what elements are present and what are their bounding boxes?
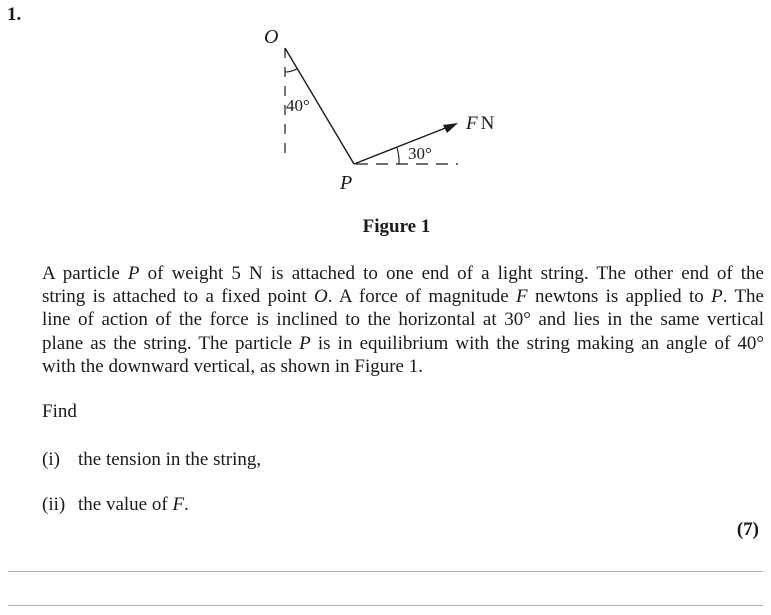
angle-arc-30 xyxy=(397,148,399,164)
force-line xyxy=(354,127,448,164)
force-diagram xyxy=(0,0,771,210)
paragraph-line: line of action of the force is inclined to the horizontal at 30° and lies in the same vertical xyxy=(42,309,764,331)
part-i-label: (i) xyxy=(42,449,60,470)
force-label-var: F xyxy=(466,113,478,134)
figure-caption: Figure 1 xyxy=(362,216,431,237)
paragraph-line: string is attached to a fixed point O. A force of magnitude F newtons is applied to P. The xyxy=(42,286,764,308)
label-o: O xyxy=(264,26,279,48)
part-ii xyxy=(42,494,189,516)
part-ii-text: the value of F. xyxy=(78,494,189,515)
label-p: P xyxy=(340,172,353,194)
force-label-unit: N xyxy=(480,113,495,134)
question-paragraph xyxy=(42,262,764,378)
marks-total: (7) xyxy=(736,519,759,540)
paragraph-line: plane as the string. The particle P is in equilibrium with the string making an angle of 40° xyxy=(42,332,765,354)
question-number: 1. xyxy=(7,4,22,25)
answer-line xyxy=(8,571,763,572)
force-label xyxy=(465,113,495,134)
angle-label-30: 30° xyxy=(408,144,432,163)
answer-line xyxy=(8,605,763,606)
paragraph-line: A particle P of weight 5 N is attached to one end of a light string. The other end of the xyxy=(42,263,764,284)
find-label: Find xyxy=(42,401,77,422)
angle-arc-40 xyxy=(285,69,298,73)
part-ii-label: (ii) xyxy=(42,494,66,515)
part-i xyxy=(42,449,261,471)
part-i-text: the tension in the string, xyxy=(78,449,262,470)
paragraph-line: with the downward vertical, as shown in Figure 1. xyxy=(42,355,423,377)
angle-label-40: 40° xyxy=(286,96,310,115)
force-arrowhead xyxy=(443,123,458,133)
